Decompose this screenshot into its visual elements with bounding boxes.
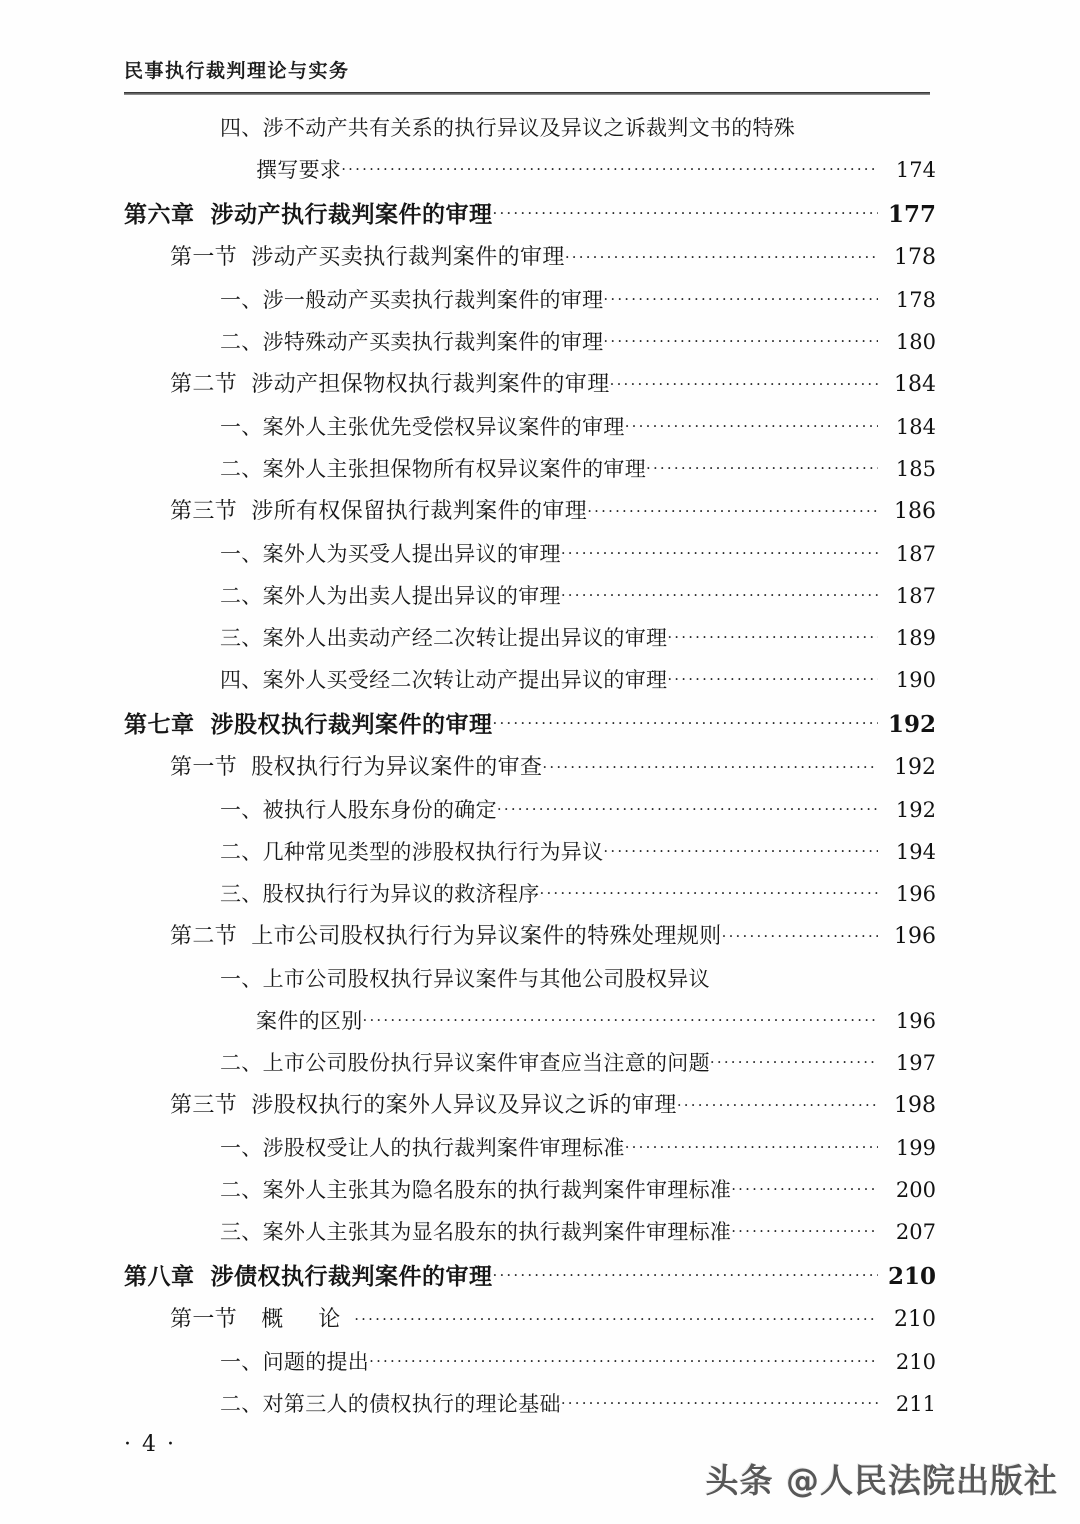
dot-leader <box>731 1224 878 1239</box>
toc-entry-label: 二、案外人为出卖人提出异议的审理 <box>220 584 561 608</box>
toc-entry-number: 第二节 <box>170 924 238 949</box>
toc-page-number: 192 <box>887 711 936 738</box>
toc-page-number: 187 <box>895 542 936 566</box>
book-title: 民事执行裁判理论与实务 <box>124 60 350 82</box>
dot-leader <box>587 504 878 519</box>
dot-leader <box>493 1268 879 1283</box>
toc-entry-item[interactable] <box>124 800 936 821</box>
toc-entry-item[interactable] <box>124 1352 936 1373</box>
toc-entry-label: 一、问题的提出 <box>220 1350 370 1374</box>
dot-leader <box>493 716 879 731</box>
toc-entry-item[interactable] <box>124 1180 936 1201</box>
dot-leader <box>341 162 878 177</box>
toc-entry-title: 涉动产担保物权执行裁判案件的审理 <box>251 372 610 397</box>
toc-page-number: 200 <box>895 1178 936 1202</box>
dot-leader <box>667 672 878 687</box>
toc-entry-label <box>170 926 722 948</box>
toc-entry-label: 二、案外人主张其为隐名股东的执行裁判案件审理标准 <box>220 1178 732 1202</box>
toc-entry-label <box>124 1265 493 1288</box>
toc-entry-number: 第一节 <box>170 245 238 270</box>
toc-entry-number: 第一节 <box>170 1307 238 1332</box>
dot-leader <box>497 802 878 817</box>
toc-entry-label: 一、涉股权受让人的执行裁判案件审理标准 <box>220 1136 625 1160</box>
toc-page-number: 196 <box>895 1009 936 1033</box>
publisher-watermark: 头条 @人民法院出版社 <box>705 1461 1058 1500</box>
toc-entry[interactable] <box>124 160 936 181</box>
toc-entry-label: 二、案外人主张担保物所有权异议案件的审理 <box>220 457 646 481</box>
toc-entry-label: 二、上市公司股份执行异议案件审查应当注意的问题 <box>220 1051 710 1075</box>
toc-entry-number: 第三节 <box>170 1093 238 1118</box>
toc-entry-section[interactable] <box>124 757 936 779</box>
toc-page-number: 196 <box>894 924 936 949</box>
toc-entry-label <box>170 247 565 269</box>
toc-entry-number: 第二节 <box>170 372 238 397</box>
dot-leader <box>625 419 878 434</box>
toc-page-number: 174 <box>895 158 936 182</box>
toc-page-number: 178 <box>894 245 936 270</box>
toc-entry-label <box>170 1309 354 1331</box>
toc-entry-number: 第三节 <box>170 499 238 524</box>
dot-leader <box>710 1055 878 1070</box>
toc-entry-number: 第一节 <box>170 755 238 780</box>
toc-page-number: 211 <box>895 1392 936 1416</box>
toc-entry-label: 三、股权执行行为异议的救济程序 <box>220 882 540 906</box>
dot-leader <box>667 630 878 645</box>
toc-page-number: 189 <box>895 626 936 650</box>
dot-leader <box>354 1312 878 1327</box>
toc-entry-label: 三、案外人出卖动产经二次转让提出异议的审理 <box>220 626 668 650</box>
toc-entry-title: 涉股权执行的案外人异议及异议之诉的审理 <box>251 1093 677 1118</box>
toc-entry-label <box>124 713 493 736</box>
dot-leader <box>561 546 878 561</box>
toc-entry-number: 第七章 <box>124 711 195 738</box>
toc-entry-item[interactable] <box>124 628 936 649</box>
toc-page-number: 197 <box>895 1051 936 1075</box>
toc-page-number: 192 <box>894 755 936 780</box>
dot-leader <box>603 292 878 307</box>
toc-entry-label <box>170 501 587 523</box>
table-of-contents <box>124 118 936 1415</box>
toc-entry-section[interactable] <box>124 247 936 269</box>
toc-page-number: 194 <box>895 840 936 864</box>
toc-page-number: 210 <box>894 1307 936 1332</box>
running-header <box>124 56 930 95</box>
toc-entry-item[interactable] <box>124 332 936 353</box>
footer-page-number: · 4 · <box>124 1432 176 1457</box>
dot-leader <box>540 886 879 901</box>
toc-entry-title: 股权执行行为异议案件的审查 <box>251 755 543 780</box>
toc-entry-label: 一、案外人为买受人提出异议的审理 <box>220 542 561 566</box>
toc-entry-section[interactable] <box>124 374 936 396</box>
toc-page-number: 210 <box>887 1263 936 1290</box>
toc-page-number: 198 <box>894 1093 936 1118</box>
dot-leader <box>722 929 878 944</box>
toc-entry-item[interactable] <box>124 1053 936 1074</box>
toc-entry-section[interactable] <box>124 1095 936 1117</box>
toc-page-number: 186 <box>894 499 936 524</box>
toc-entry-label: 一、被执行人股东身份的确定 <box>220 798 497 822</box>
dot-leader <box>542 760 878 775</box>
dot-leader <box>561 588 878 603</box>
toc-entry-label: 四、案外人买受经二次转让动产提出异议的审理 <box>220 668 668 692</box>
dot-leader <box>603 334 878 349</box>
toc-entry-section[interactable] <box>124 926 936 948</box>
toc-page-number: 196 <box>895 882 936 906</box>
dot-leader <box>561 1396 878 1411</box>
dot-leader <box>369 1354 878 1369</box>
toc-entry-label: 一、涉一般动产买卖执行裁判案件的审理 <box>220 288 604 312</box>
toc-entry-item[interactable] <box>124 842 936 863</box>
toc-page-number: 185 <box>895 457 936 481</box>
dot-leader <box>603 844 878 859</box>
toc-entry-label <box>124 203 493 226</box>
toc-entry-label: 撰写要求 <box>256 158 342 182</box>
toc-entry-label: 三、案外人主张其为显名股东的执行裁判案件审理标准 <box>220 1220 732 1244</box>
toc-entry-number: 第八章 <box>124 1263 195 1290</box>
toc-page-number: 178 <box>895 288 936 312</box>
toc-entry-item[interactable] <box>124 417 936 438</box>
toc-entry-title: 涉所有权保留执行裁判案件的审理 <box>251 499 588 524</box>
dot-leader <box>363 1013 879 1028</box>
toc-entry-title: 涉动产买卖执行裁判案件的审理 <box>251 245 565 270</box>
toc-page-number: 207 <box>895 1220 936 1244</box>
toc-page-number: 177 <box>887 201 936 228</box>
toc-entry-label <box>170 757 542 779</box>
toc-entry-section[interactable] <box>124 1309 936 1331</box>
toc-entry-item[interactable] <box>124 586 936 607</box>
toc-entry-item[interactable] <box>124 544 936 565</box>
dot-leader <box>493 206 879 221</box>
toc-page-number: 180 <box>895 330 936 354</box>
dot-leader <box>625 1140 878 1155</box>
dot-leader <box>731 1182 878 1197</box>
toc-entry-title: 概 论 <box>261 1307 355 1332</box>
toc-entry-item[interactable] <box>124 290 936 311</box>
header-divider <box>124 92 930 95</box>
dot-leader <box>646 461 878 476</box>
toc-entry-number: 第六章 <box>124 201 195 228</box>
toc-entry-section[interactable] <box>124 501 936 523</box>
toc-entry-label: 案件的区别 <box>256 1009 363 1033</box>
toc-entry-title: 上市公司股权执行行为异议案件的特殊处理规则 <box>251 924 722 949</box>
toc-entry-item[interactable] <box>124 1394 936 1415</box>
toc-page-number: 210 <box>895 1350 936 1374</box>
toc-entry-chapter[interactable] <box>124 1265 936 1288</box>
toc-page-number: 184 <box>894 372 936 397</box>
toc-entry-label <box>170 1095 677 1117</box>
toc-entry-chapter[interactable] <box>124 203 936 226</box>
dot-leader <box>565 250 878 265</box>
toc-page-number: 184 <box>895 415 936 439</box>
toc-entry-label: 二、对第三人的债权执行的理论基础 <box>220 1392 561 1416</box>
dot-leader <box>610 377 878 392</box>
toc-entry-title: 涉动产执行裁判案件的审理 <box>210 201 493 228</box>
toc-entry-line-1: 一、上市公司股权执行异议案件与其他公司股权异议 <box>220 967 710 991</box>
toc-entry-item[interactable] <box>124 670 936 691</box>
toc-entry-title: 涉债权执行裁判案件的审理 <box>210 1263 493 1290</box>
toc-entry-label: 二、涉特殊动产买卖执行裁判案件的审理 <box>220 330 604 354</box>
toc-entry-item[interactable] <box>124 884 936 905</box>
toc-entry-item[interactable] <box>124 1222 936 1243</box>
toc-entry-item[interactable] <box>124 1138 936 1159</box>
toc-entry-line-1: 四、涉不动产共有关系的执行异议及异议之诉裁判文书的特殊 <box>220 116 796 140</box>
toc-entry[interactable] <box>124 1011 936 1032</box>
dot-leader <box>677 1098 878 1113</box>
toc-page-number: 199 <box>895 1136 936 1160</box>
toc-entry-title: 涉股权执行裁判案件的审理 <box>210 711 493 738</box>
toc-page-number: 192 <box>895 798 936 822</box>
toc-page-number: 187 <box>895 584 936 608</box>
toc-entry-chapter[interactable] <box>124 713 936 736</box>
toc-page-number: 190 <box>895 668 936 692</box>
toc-entry-label <box>170 374 610 396</box>
toc-entry-label: 二、几种常见类型的涉股权执行行为异议 <box>220 840 604 864</box>
toc-entry-item[interactable] <box>124 459 936 480</box>
toc-entry-label: 一、案外人主张优先受偿权异议案件的审理 <box>220 415 625 439</box>
